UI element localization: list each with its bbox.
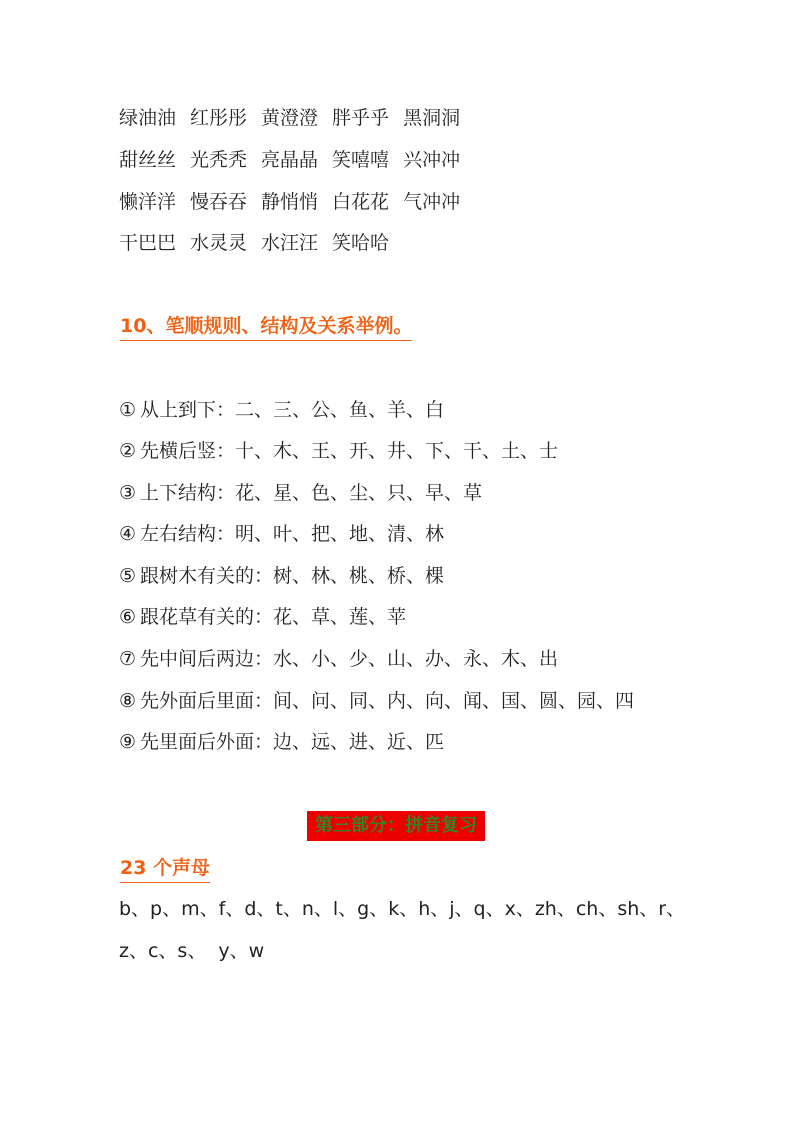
rule-line-9 bbox=[119, 729, 444, 755]
rule-line-2 bbox=[119, 438, 558, 464]
word-row-4 bbox=[119, 230, 403, 256]
rule-text: 左右结构：明、叶、把、地、清、林 bbox=[140, 523, 445, 545]
rule-number: ④ bbox=[119, 523, 137, 545]
word-row-2 bbox=[119, 147, 474, 173]
word: 亮晶晶 bbox=[261, 149, 319, 171]
rule-text: 跟花草有关的：花、草、莲、苹 bbox=[140, 606, 407, 628]
rule-text: 先里面后外面：边、远、进、近、匹 bbox=[140, 731, 445, 753]
rule-text: 上下结构：花、星、色、尘、只、早、草 bbox=[140, 482, 483, 504]
rule-number: ⑧ bbox=[119, 690, 137, 712]
rule-line-6 bbox=[119, 604, 406, 630]
rule-line-7 bbox=[119, 646, 558, 672]
initials-line-1: b、p、m、f、d、t、n、l、g、k、h、j、q、x、zh、ch、sh、r、 bbox=[119, 898, 686, 920]
rule-line-8 bbox=[119, 688, 634, 714]
rule-number: ⑦ bbox=[119, 648, 137, 670]
word: 水汪汪 bbox=[261, 232, 319, 254]
word: 胖乎乎 bbox=[332, 107, 390, 129]
word-row-3 bbox=[119, 189, 474, 215]
rule-text: 先外面后里面：间、问、同、内、向、闻、国、圆、园、四 bbox=[140, 690, 635, 712]
initials-heading: 23 个声母 bbox=[120, 855, 210, 883]
word: 红彤彤 bbox=[190, 107, 248, 129]
rule-line-3 bbox=[119, 480, 482, 506]
rule-number: ② bbox=[119, 440, 137, 462]
rule-text: 跟树木有关的：树、林、桃、桥、棵 bbox=[140, 565, 445, 587]
word: 笑哈哈 bbox=[332, 232, 390, 254]
word: 慢吞吞 bbox=[190, 191, 248, 213]
part-3-banner: 第三部分：拼音复习 bbox=[307, 811, 485, 841]
rule-number: ⑥ bbox=[119, 606, 137, 628]
word: 白花花 bbox=[332, 191, 390, 213]
rule-line-4 bbox=[119, 521, 444, 547]
word: 干巴巴 bbox=[119, 232, 177, 254]
rule-number: ⑨ bbox=[119, 731, 137, 753]
rule-line-5 bbox=[119, 563, 444, 589]
rule-text: 先横后竖：十、木、王、开、井、下、干、土、士 bbox=[140, 440, 559, 462]
word: 光秃秃 bbox=[190, 149, 248, 171]
rule-number: ⑤ bbox=[119, 565, 137, 587]
section-10-heading: 10、笔顺规则、结构及关系举例。 bbox=[120, 313, 412, 341]
word: 黄澄澄 bbox=[261, 107, 319, 129]
word: 绿油油 bbox=[119, 107, 177, 129]
word-row-1 bbox=[119, 105, 474, 131]
rule-number: ① bbox=[119, 399, 137, 421]
word: 气冲冲 bbox=[403, 191, 461, 213]
word: 兴冲冲 bbox=[403, 149, 461, 171]
rule-number: ③ bbox=[119, 482, 137, 504]
word: 静悄悄 bbox=[261, 191, 319, 213]
word: 黑洞洞 bbox=[403, 107, 461, 129]
rule-line-1 bbox=[119, 397, 444, 423]
rule-text: 从上到下：二、三、公、鱼、羊、白 bbox=[140, 399, 445, 421]
initials-line-2: z、c、s、 y、w bbox=[119, 940, 265, 962]
word: 甜丝丝 bbox=[119, 149, 177, 171]
word: 水灵灵 bbox=[190, 232, 248, 254]
rule-text: 先中间后两边：水、小、少、山、办、永、木、出 bbox=[140, 648, 559, 670]
word: 笑嘻嘻 bbox=[332, 149, 390, 171]
word: 懒洋洋 bbox=[119, 191, 177, 213]
